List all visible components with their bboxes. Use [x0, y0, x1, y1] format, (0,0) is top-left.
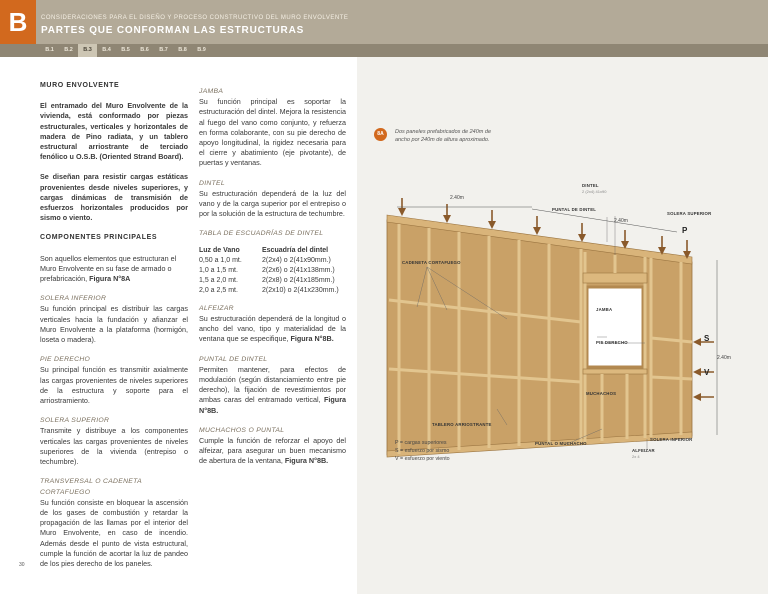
- label-jamba: JAMBA: [596, 307, 613, 312]
- dimension-c: 2.40m: [717, 355, 731, 361]
- table-cell: 2(2x4) o 2(41x90mm.): [262, 256, 331, 264]
- puntal-text: Permiten mantener, para efectos de modulación (según distanciamiento entre pie derecho), la fijación de revestimientos por ambas caras del entramado vertical,: [199, 364, 346, 405]
- label-solera-superior: SOLERA SUPERIOR: [667, 211, 712, 216]
- label-alfeizar: ALFEIZAR: [632, 448, 655, 453]
- legend-item: V = esfuerzo por viento: [395, 455, 450, 462]
- alfeizar: [583, 369, 647, 374]
- label-tabla: TABLA DE ESCUADRÍAS DE DINTEL: [199, 230, 324, 238]
- table-header: Luz de Vano: [199, 246, 240, 254]
- tab-b4[interactable]: B.4: [102, 47, 111, 53]
- tab-b2[interactable]: B.2: [64, 47, 73, 53]
- figure-caption: Dos paneles prefabricados de 240m de ancho por 240m de altura aproximado.: [395, 129, 492, 143]
- table-cell: 0,50 a 1,0 mt.: [199, 256, 242, 264]
- label-cadeneta: TRANSVERSAL O CADENETA CORTAFUEGO: [40, 478, 142, 496]
- table-row: [199, 286, 339, 296]
- legend-item: S = esfuerzo por sismo: [395, 447, 450, 454]
- table-cell: 2(2x6) o 2(41x138mm.): [262, 266, 335, 274]
- componentes-paragraph: [40, 254, 188, 285]
- tab-b8[interactable]: B.8: [178, 47, 187, 53]
- label-solera-inferior: SOLERA INFERIOR: [650, 437, 693, 442]
- text-muchachos: [199, 436, 346, 467]
- table-row: [199, 276, 339, 286]
- label-cadeneta: CADENETA CORTAFUEGO: [402, 260, 461, 265]
- tab-b7[interactable]: B.7: [159, 47, 168, 53]
- figure-ref: Figura N°8B.: [284, 456, 329, 466]
- figure-badge: 8A: [374, 128, 387, 141]
- intro-paragraph-2: Se diseñan para resistir cargas estáticas provenientes desde niveles superiores, y cargas dinámicas de transmisión de esfuerzos horizontales producidos por sismo o viento.: [40, 172, 188, 223]
- label-solera-inferior: SOLERA INFERIOR: [40, 295, 107, 303]
- muchachos-text: Cumple la función de reforzar el apoyo del alfeizar, para asegurar un buen mecanismo de abertura de la ventana,: [199, 436, 346, 466]
- page-title: PARTES QUE CONFORMAN LAS ESTRUCTURAS: [41, 25, 305, 36]
- dintel-table: [199, 246, 339, 296]
- componentes-text: Son aquellos elementos que estructuran el Muro Envolvente en su fase de armado o prefabricación,: [40, 253, 177, 284]
- text-cadeneta: Su función consiste en bloquear la ascensión de los gases de combustión y retardar la propagación de las llamas por el interior del Muro Envolvente, en caso de incendio. Además desde el punto de vista estructural, cumple la función de acortar la luz de pandeo de los pies derecho de los paneles.: [40, 497, 188, 568]
- text-puntal-dintel: [199, 365, 346, 416]
- heading-muro-envolvente: MURO ENVOLVENTE: [40, 82, 120, 89]
- text-alfeizar: [199, 314, 346, 345]
- tab-b3[interactable]: B.3: [78, 44, 97, 57]
- wall-panel-illustration: [357, 57, 768, 594]
- label-p: P: [682, 226, 688, 235]
- section-subtitle: CONSIDERACIONES PARA EL DISEÑO Y PROCESO CONSTRUCTIVO DEL MURO ENVOLVENTE: [41, 15, 349, 21]
- figure-ref: Figura N°8A: [89, 274, 131, 284]
- label-muchachos: MUCHACHOS O PUNTAL: [199, 426, 285, 434]
- figure-ref: Figura N°8B.: [199, 395, 346, 415]
- dimension-b: 2.40m: [614, 218, 628, 224]
- table-cell: 2(2x8) o 2(41x185mm.): [262, 276, 335, 284]
- tab-b9[interactable]: B.9: [197, 47, 206, 53]
- label-jamba: JAMBA: [199, 88, 224, 95]
- window-opening: [587, 287, 643, 367]
- text-column-2: [199, 85, 346, 467]
- text-dintel: Su estructuración dependerá de la luz del vano y de la carga superior por el entrepiso o por la solución de la estructura de techumbre.: [199, 188, 346, 219]
- text-solera-inferior: Su función principal es distribuir las cargas verticales hacia la fundación y afianzar el Muro Envolvente a la plataforma (hormigón, loseta o madera).: [40, 304, 188, 345]
- page-header: [0, 0, 768, 44]
- alfeizar-text: Su estructuración dependerá de la longitud o ancho del vano, tipo y materialidad de la ventana que se especifique,: [199, 314, 346, 344]
- table-row: [199, 256, 339, 266]
- label-tablero: TABLERO ARRIOSTRANTE: [432, 422, 492, 427]
- label-pie-derecho: PIE DERECHO: [596, 340, 628, 345]
- label-alfeizar: ALFEIZAR: [199, 304, 234, 312]
- page-number: 30: [19, 562, 25, 568]
- dintel: [583, 273, 647, 283]
- label-puntal-muchacho: PUNTAL O MUCHACHO: [535, 441, 587, 446]
- label-v: V: [704, 368, 710, 377]
- text-jamba: Su función principal es soportar la estructuración del dintel. Mejora la resistencia al fuego del vano como conjunto, y refuerza en forma colaborante, con su pie derecho de apoyo longitudinal, la rigidez necesaria para el cierre y abatimiento (eje pivotante), de puertas y ventanas.: [199, 97, 346, 168]
- legend-item: P = cargas superiores: [395, 440, 447, 446]
- text-solera-superior: Transmite y distribuye a los componentes verticales las cargas provenientes de niveles superiores de la vivienda (entrepiso o techumbre).: [40, 426, 188, 467]
- tab-b1[interactable]: B.1: [45, 47, 54, 53]
- tab-b6[interactable]: B.6: [140, 47, 149, 53]
- label-s: S: [704, 334, 710, 343]
- table-cell: 2(2x10) o 2(41x230mm.): [262, 286, 339, 294]
- heading-componentes: COMPONENTES PRINCIPALES: [40, 234, 158, 242]
- intro-paragraph: El entramado del Muro Envolvente de la vivienda, está conformado por piezas estructurales, verticales y horizontales de madera de Pino radiata, y un tablero estructural arriostrante de terciado fenólico u O.S.B. (Oriented Strand Board).: [40, 101, 188, 162]
- label-pie-derecho: PIE DERECHO: [40, 356, 91, 364]
- text-pie-derecho: Su principal función es transmitir axialmente las cargas provenientes de niveles superiores de la estructura y soporte para el arriostramiento.: [40, 365, 188, 406]
- label-dintel: DINTEL: [582, 183, 599, 188]
- table-cell: 1,5 a 2,0 mt.: [199, 276, 238, 284]
- section-letter: B: [0, 0, 36, 44]
- table-row: [199, 266, 339, 276]
- label-puntal-dintel: PUNTAL DE DINTEL: [199, 355, 268, 363]
- table-header: Escuadría del dintel: [262, 246, 329, 254]
- table-cell: 1,0 a 1,5 mt.: [199, 266, 238, 274]
- dimension-a: 2.40m: [450, 195, 464, 201]
- figure-ref: Figura N°8B.: [290, 334, 334, 344]
- label-alfeizar-sub: 2x 4: [632, 454, 640, 459]
- label-solera-superior: SOLERA SUPERIOR: [40, 417, 110, 425]
- text-column-1: [40, 81, 188, 569]
- section-tabs: [0, 44, 768, 57]
- label-puntal-dintel: PUNTAL DE DINTEL: [552, 207, 597, 212]
- tab-b5[interactable]: B.5: [121, 47, 130, 53]
- label-dintel-sub: 2 (2x4) 41x90: [582, 189, 607, 194]
- figure-legend: [395, 440, 450, 463]
- label-muchachos: MUCHACHOS: [586, 391, 617, 396]
- table-cell: 2,0 a 2,5 mt.: [199, 286, 238, 294]
- label-dintel: DINTEL: [199, 179, 225, 187]
